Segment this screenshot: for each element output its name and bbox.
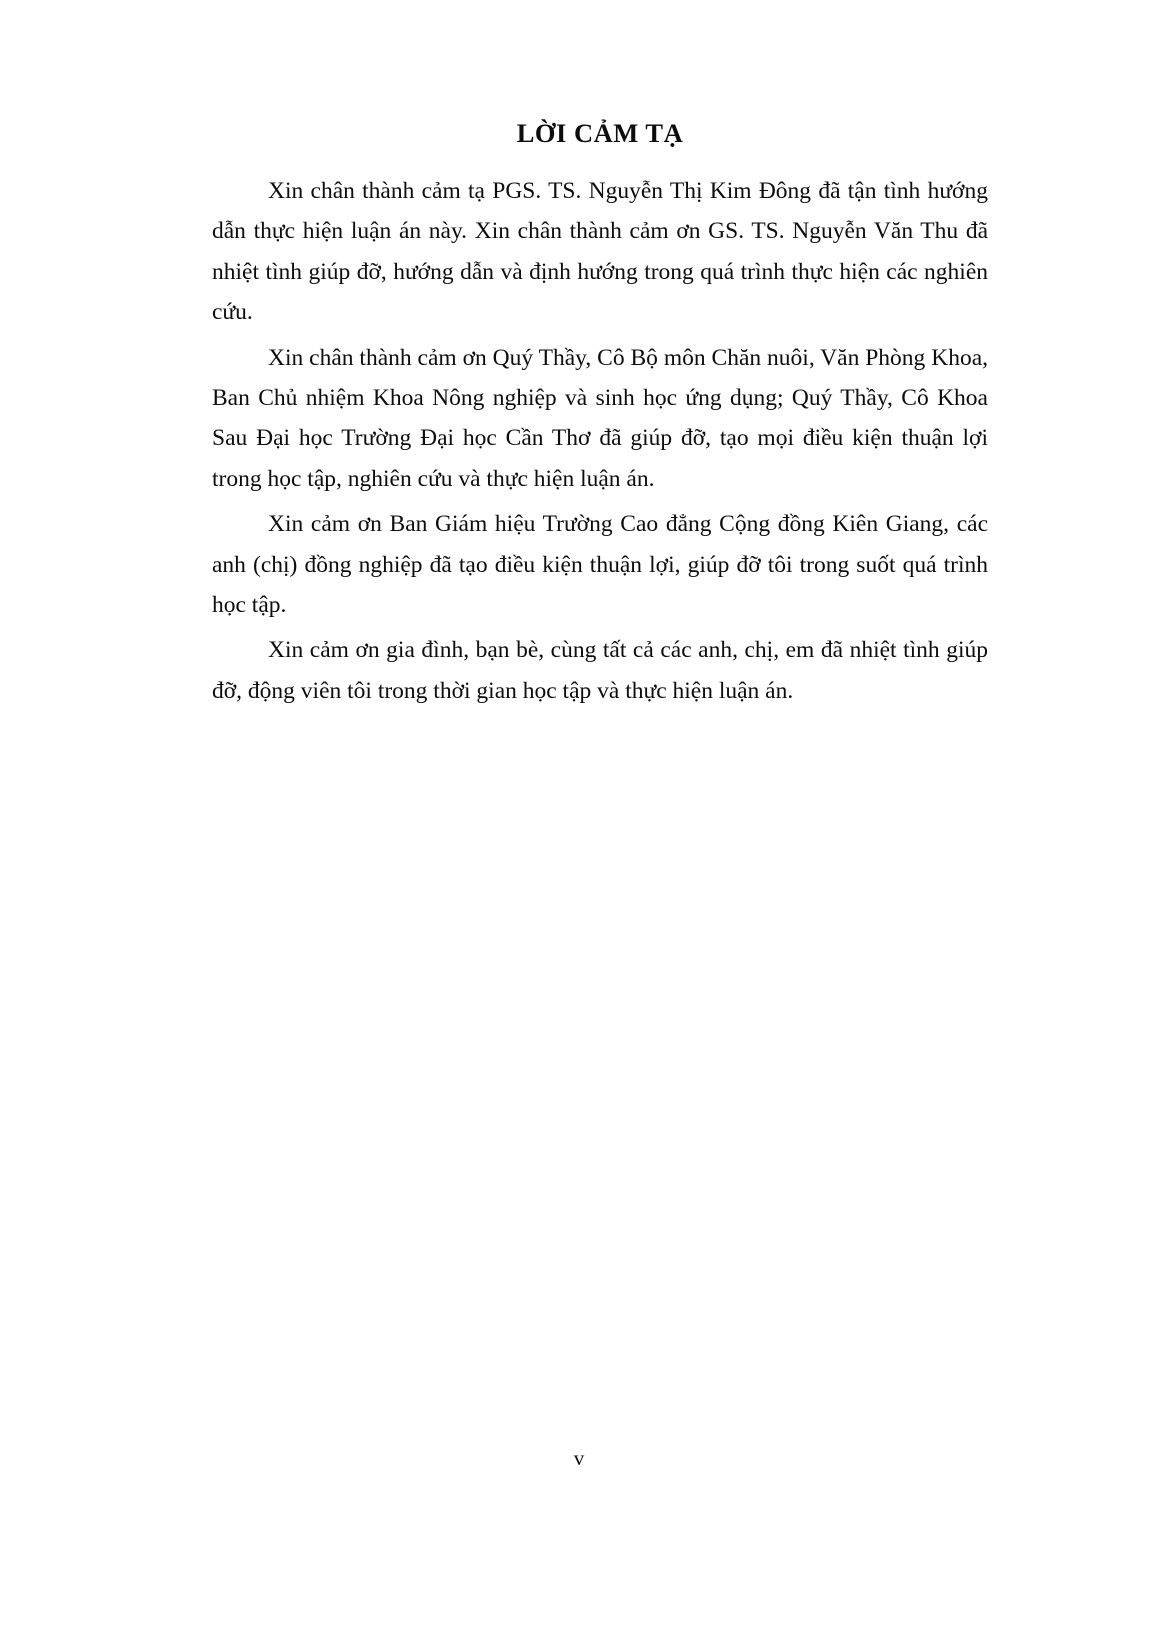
paragraph-4: Xin cảm ơn gia đình, bạn bè, cùng tất cả các anh, chị, em đã nhiệt tình giúp đỡ, động viên tôi trong thời gian học tập và thực hiện luận án. [212,637,988,704]
paragraph-3: Xin cảm ơn Ban Giám hiệu Trường Cao đẳng Cộng đồng Kiên Giang, các anh (chị) đồng nghiệp đã tạo điều kiện thuận lợi, giúp đỡ tôi trong suốt quá trình học tập. [212,511,988,619]
paragraph-1: Xin chân thành cảm tạ PGS. TS. Nguyễn Thị Kim Đông đã tận tình hướng dẫn thực hiện luận án này. Xin chân thành cảm ơn GS. TS. Nguyễn Văn Thu đã nhiệt tình giúp đỡ, hướng dẫn và định hướng trong quá trình thực hiện các nghiên cứu. [212,178,988,326]
page-body [212,118,988,711]
paragraph-2: Xin chân thành cảm ơn Quý Thầy, Cô Bộ môn Chăn nuôi, Văn Phòng Khoa, Ban Chủ nhiệm Khoa Nông nghiệp và sinh học ứng dụng; Quý Thầy, Cô Khoa Sau Đại học Trường Đại học Cần Thơ đã giúp đỡ, tạo mọi điều kiện thuận lợi trong học tập, nghiên cứu và thực hiện luận án. [212,344,988,492]
page-title: LỜI CẢM TẠ [516,118,684,148]
page-number: v [573,1446,585,1470]
